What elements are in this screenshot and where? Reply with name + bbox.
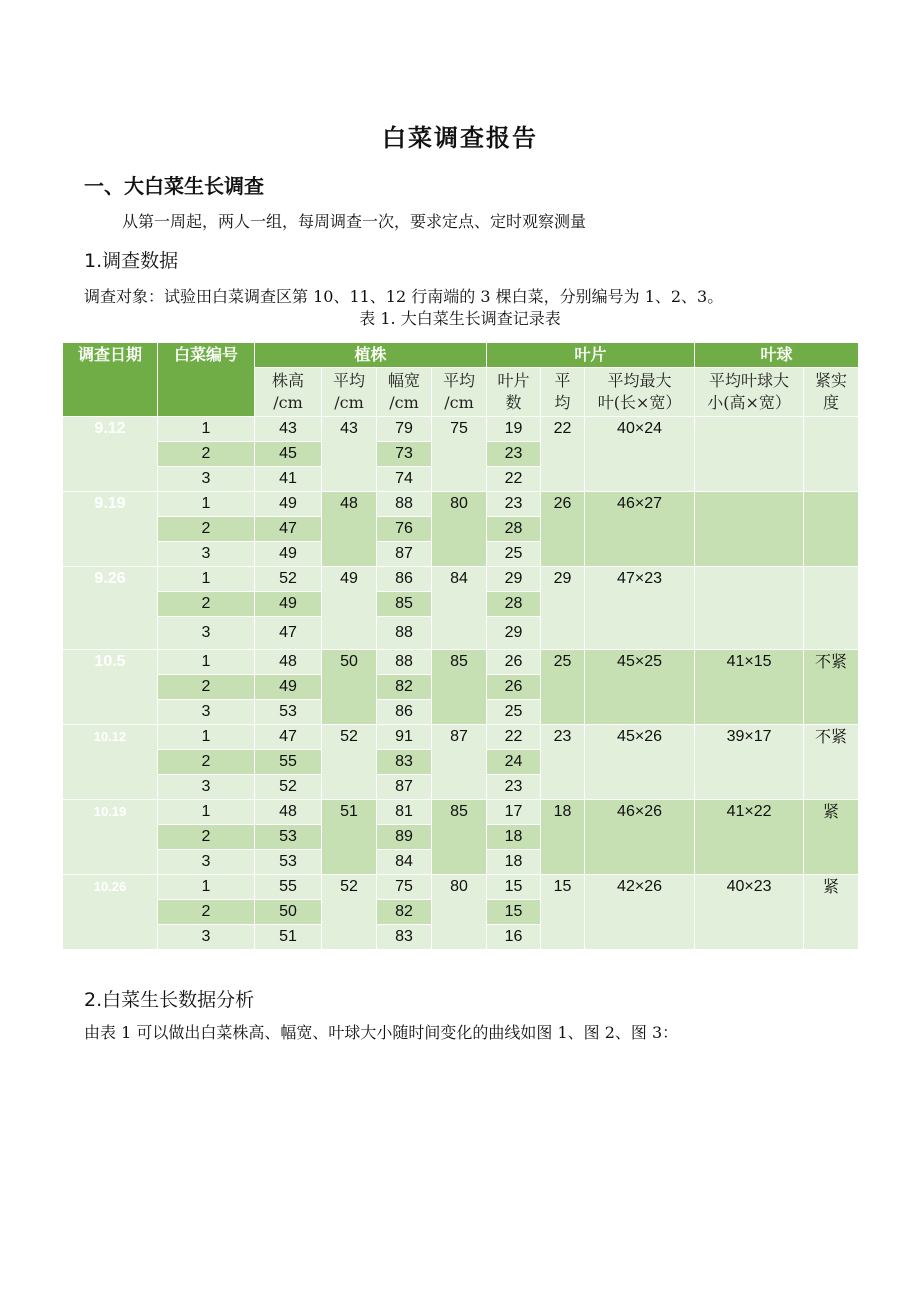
id-cell: 2 xyxy=(158,825,255,850)
header-date: 调查日期 xyxy=(63,343,158,417)
height-cell: 55 xyxy=(255,750,322,775)
max-leaf-cell: 46×27 xyxy=(585,492,695,567)
leaf-count-cell: 28 xyxy=(487,592,541,617)
max-leaf-cell: 42×26 xyxy=(585,875,695,950)
height-cell: 52 xyxy=(255,567,322,592)
width-cell: 75 xyxy=(377,875,432,900)
page-title: 白菜调查报告 xyxy=(382,123,538,152)
table-row xyxy=(63,875,859,900)
id-cell: 3 xyxy=(158,850,255,875)
height-cell: 48 xyxy=(255,800,322,825)
width-cell: 91 xyxy=(377,725,432,750)
id-cell: 1 xyxy=(158,650,255,675)
date-cell: 9.12 xyxy=(63,417,158,492)
height-cell: 47 xyxy=(255,725,322,750)
leaf-count-cell: 29 xyxy=(487,567,541,592)
head-size-cell: 41×22 xyxy=(695,800,804,875)
avg-leaves-cell: 15 xyxy=(541,875,585,950)
width-cell: 79 xyxy=(377,417,432,442)
head-size-cell: 40×23 xyxy=(695,875,804,950)
head-size-cell xyxy=(695,417,804,492)
table-row xyxy=(63,800,859,825)
header-leaf: 叶片 xyxy=(487,343,695,368)
table-row xyxy=(63,650,859,675)
leaf-count-cell: 23 xyxy=(487,492,541,517)
subheader-firmness: 紧实 度 xyxy=(804,368,859,417)
leaf-count-cell: 23 xyxy=(487,775,541,800)
avg-height-cell: 43 xyxy=(322,417,377,492)
id-cell: 2 xyxy=(158,900,255,925)
id-cell: 1 xyxy=(158,567,255,592)
header-plant: 植株 xyxy=(255,343,487,368)
subheader-leaf-count: 叶片 数 xyxy=(487,368,541,417)
avg-width-cell: 84 xyxy=(432,567,487,650)
height-cell: 47 xyxy=(255,617,322,650)
height-cell: 53 xyxy=(255,850,322,875)
max-leaf-cell: 47×23 xyxy=(585,567,695,650)
table-body xyxy=(63,417,859,950)
height-cell: 41 xyxy=(255,467,322,492)
table-caption: 表 1. 大白菜生长调查记录表 xyxy=(359,309,561,328)
leaf-count-cell: 28 xyxy=(487,517,541,542)
avg-height-cell: 50 xyxy=(322,650,377,725)
height-cell: 49 xyxy=(255,675,322,700)
leaf-count-cell: 19 xyxy=(487,417,541,442)
height-cell: 55 xyxy=(255,875,322,900)
table-row xyxy=(63,725,859,750)
height-cell: 49 xyxy=(255,542,322,567)
subheader-avg-height: 平均 /cm xyxy=(322,368,377,417)
avg-leaves-cell: 25 xyxy=(541,650,585,725)
id-cell: 1 xyxy=(158,417,255,442)
survey-object-text: 调查对象：试验田白菜调查区第 10、11、12 行南端的 3 棵白菜，分别编号为 1、2、3。 xyxy=(84,287,724,306)
subheader-width: 幅宽 /cm xyxy=(377,368,432,417)
width-cell: 88 xyxy=(377,650,432,675)
leaf-count-cell: 22 xyxy=(487,467,541,492)
height-cell: 52 xyxy=(255,775,322,800)
leaf-count-cell: 26 xyxy=(487,650,541,675)
leaf-count-cell: 23 xyxy=(487,442,541,467)
id-cell: 3 xyxy=(158,467,255,492)
leaf-count-cell: 26 xyxy=(487,675,541,700)
max-leaf-cell: 45×26 xyxy=(585,725,695,800)
avg-leaves-cell: 23 xyxy=(541,725,585,800)
subheader-max-leaf: 平均最大 叶(长×宽） xyxy=(585,368,695,417)
leaf-count-cell: 15 xyxy=(487,900,541,925)
height-cell: 43 xyxy=(255,417,322,442)
avg-width-cell: 80 xyxy=(432,875,487,950)
width-cell: 85 xyxy=(377,592,432,617)
date-cell: 10.12 xyxy=(63,725,158,800)
height-cell: 53 xyxy=(255,700,322,725)
avg-height-cell: 49 xyxy=(322,567,377,650)
id-cell: 3 xyxy=(158,775,255,800)
subsection-heading-data: 1.调查数据 xyxy=(84,250,179,272)
avg-leaves-cell: 18 xyxy=(541,800,585,875)
width-cell: 83 xyxy=(377,750,432,775)
width-cell: 87 xyxy=(377,775,432,800)
id-cell: 2 xyxy=(158,592,255,617)
id-cell: 1 xyxy=(158,800,255,825)
height-cell: 48 xyxy=(255,650,322,675)
width-cell: 88 xyxy=(377,492,432,517)
avg-leaves-cell: 26 xyxy=(541,492,585,567)
survey-table xyxy=(62,342,859,950)
width-cell: 86 xyxy=(377,567,432,592)
leaf-count-cell: 15 xyxy=(487,875,541,900)
avg-width-cell: 75 xyxy=(432,417,487,492)
width-cell: 82 xyxy=(377,900,432,925)
height-cell: 47 xyxy=(255,517,322,542)
avg-width-cell: 85 xyxy=(432,650,487,725)
table-row xyxy=(63,417,859,442)
leaf-count-cell: 25 xyxy=(487,700,541,725)
avg-width-cell: 80 xyxy=(432,492,487,567)
height-cell: 45 xyxy=(255,442,322,467)
header-head: 叶球 xyxy=(695,343,859,368)
id-cell: 2 xyxy=(158,675,255,700)
width-cell: 82 xyxy=(377,675,432,700)
id-cell: 3 xyxy=(158,925,255,950)
subheader-head-size: 平均叶球大 小(高×宽） xyxy=(695,368,804,417)
id-cell: 3 xyxy=(158,542,255,567)
id-cell: 2 xyxy=(158,750,255,775)
id-cell: 3 xyxy=(158,617,255,650)
height-cell: 51 xyxy=(255,925,322,950)
head-size-cell: 41×15 xyxy=(695,650,804,725)
subsection-heading-analysis: 2.白菜生长数据分析 xyxy=(84,989,255,1011)
avg-leaves-cell: 22 xyxy=(541,417,585,492)
subheader-height: 株高 /cm xyxy=(255,368,322,417)
width-cell: 86 xyxy=(377,700,432,725)
table-row xyxy=(63,492,859,517)
header-id: 白菜编号 xyxy=(158,343,255,417)
height-cell: 49 xyxy=(255,492,322,517)
head-size-cell: 39×17 xyxy=(695,725,804,800)
height-cell: 49 xyxy=(255,592,322,617)
firmness-cell: 不紧 xyxy=(804,725,859,800)
id-cell: 1 xyxy=(158,725,255,750)
width-cell: 89 xyxy=(377,825,432,850)
leaf-count-cell: 25 xyxy=(487,542,541,567)
subheader-avg-width: 平均 /cm xyxy=(432,368,487,417)
id-cell: 3 xyxy=(158,700,255,725)
max-leaf-cell: 40×24 xyxy=(585,417,695,492)
table-header-row xyxy=(63,343,859,368)
firmness-cell: 不紧 xyxy=(804,650,859,725)
id-cell: 1 xyxy=(158,492,255,517)
avg-leaves-cell: 29 xyxy=(541,567,585,650)
width-cell: 74 xyxy=(377,467,432,492)
avg-height-cell: 48 xyxy=(322,492,377,567)
width-cell: 88 xyxy=(377,617,432,650)
table-row xyxy=(63,567,859,592)
section-intro: 从第一周起，两人一组，每周调查一次，要求定点、定时观察测量 xyxy=(122,212,587,231)
firmness-cell xyxy=(804,567,859,650)
leaf-count-cell: 29 xyxy=(487,617,541,650)
date-cell: 10.5 xyxy=(63,650,158,725)
head-size-cell xyxy=(695,567,804,650)
height-cell: 53 xyxy=(255,825,322,850)
leaf-count-cell: 16 xyxy=(487,925,541,950)
leaf-count-cell: 17 xyxy=(487,800,541,825)
analysis-text: 由表 1 可以做出白菜株高、幅宽、叶球大小随时间变化的曲线如图 1、图 2、图 3： xyxy=(84,1023,679,1042)
width-cell: 84 xyxy=(377,850,432,875)
date-cell: 10.19 xyxy=(63,800,158,875)
width-cell: 76 xyxy=(377,517,432,542)
avg-height-cell: 51 xyxy=(322,800,377,875)
avg-height-cell: 52 xyxy=(322,875,377,950)
date-cell: 9.26 xyxy=(63,567,158,650)
head-size-cell xyxy=(695,492,804,567)
firmness-cell xyxy=(804,492,859,567)
avg-width-cell: 85 xyxy=(432,800,487,875)
width-cell: 73 xyxy=(377,442,432,467)
width-cell: 83 xyxy=(377,925,432,950)
id-cell: 2 xyxy=(158,517,255,542)
subheader-avg-leaves: 平 均 xyxy=(541,368,585,417)
avg-height-cell: 52 xyxy=(322,725,377,800)
width-cell: 87 xyxy=(377,542,432,567)
firmness-cell xyxy=(804,417,859,492)
leaf-count-cell: 22 xyxy=(487,725,541,750)
date-cell: 10.26 xyxy=(63,875,158,950)
leaf-count-cell: 18 xyxy=(487,850,541,875)
section-heading: 一、大白菜生长调查 xyxy=(84,174,264,198)
leaf-count-cell: 18 xyxy=(487,825,541,850)
firmness-cell: 紧 xyxy=(804,875,859,950)
width-cell: 81 xyxy=(377,800,432,825)
max-leaf-cell: 46×26 xyxy=(585,800,695,875)
leaf-count-cell: 24 xyxy=(487,750,541,775)
id-cell: 1 xyxy=(158,875,255,900)
avg-width-cell: 87 xyxy=(432,725,487,800)
height-cell: 50 xyxy=(255,900,322,925)
id-cell: 2 xyxy=(158,442,255,467)
date-cell: 9.19 xyxy=(63,492,158,567)
max-leaf-cell: 45×25 xyxy=(585,650,695,725)
firmness-cell: 紧 xyxy=(804,800,859,875)
